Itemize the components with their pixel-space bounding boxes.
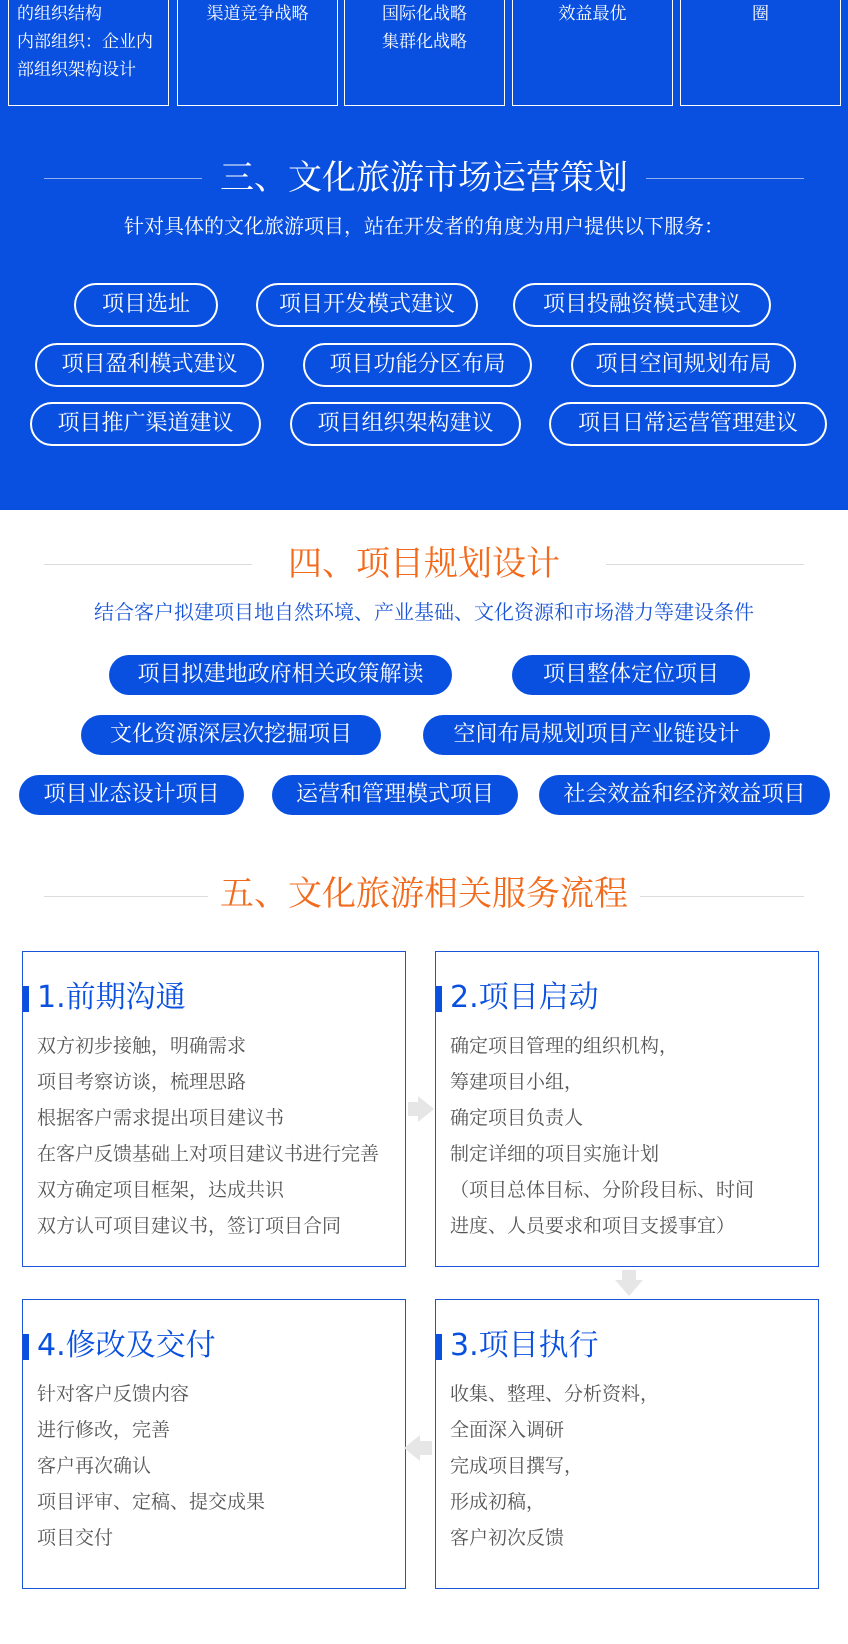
step-line: 客户再次确认: [37, 1455, 152, 1477]
step-marker: [436, 986, 442, 1012]
step-line: 在客户反馈基础上对项目建议书进行完善: [37, 1143, 380, 1165]
section-5-title: 五、文化旅游相关服务流程: [220, 874, 628, 914]
step-line: 收集、整理、分析资料，: [450, 1383, 660, 1405]
service-pill: 项目功能分区布局: [303, 343, 532, 387]
strategy-card-4: [512, 0, 673, 106]
section-3-title: 三、文化旅游市场运营策划: [220, 158, 628, 198]
arrow-left-icon-stem: [420, 1441, 432, 1455]
step-content: [37, 1376, 401, 1556]
step-line: 项目考察访谈，梳理思路: [37, 1071, 247, 1093]
step-line: 筹建项目小组，: [450, 1071, 584, 1093]
step-line: 根据客户需求提出项目建议书: [37, 1107, 285, 1129]
section-3-subtitle: 针对具体的文化旅游项目，站在开发者的角度为用户提供以下服务：: [124, 214, 724, 238]
step-line: 双方确定项目框架，达成共识: [37, 1179, 285, 1201]
step-line: （项目总体目标、分阶段目标、时间: [450, 1179, 755, 1201]
service-pill: 项目开发模式建议: [256, 283, 478, 327]
step-line: 确定项目管理的组织机构，: [450, 1035, 679, 1057]
strategy-card-line: 集群化战略: [382, 32, 467, 52]
step-marker: [23, 986, 29, 1012]
arrow-down-icon-stem: [622, 1270, 636, 1280]
step-title: 2.项目启动: [450, 980, 599, 1015]
flow-step-3: [435, 1299, 819, 1589]
arrow-down-icon: [615, 1280, 643, 1296]
planning-pill: 空间布局规划项目产业链设计: [423, 715, 770, 755]
planning-pill: 项目拟建地政府相关政策解读: [109, 655, 452, 695]
arrow-right-icon: [418, 1096, 434, 1122]
planning-pill: 运营和管理模式项目: [272, 775, 518, 815]
strategy-card-line: 的组织结构: [17, 4, 102, 24]
strategy-card-5: [680, 0, 841, 106]
step-title: 1.前期沟通: [37, 980, 186, 1015]
service-pill: 项目推广渠道建议: [30, 402, 261, 446]
planning-pill: 项目整体定位项目: [512, 655, 750, 695]
strategy-card-line: 内部组织：企业内: [17, 32, 153, 52]
planning-pill: 社会效益和经济效益项目: [539, 775, 830, 815]
service-pill: 项目盈利模式建议: [35, 343, 264, 387]
service-pill: 项目日常运营管理建议: [549, 402, 827, 446]
strategy-card-line: 国际化战略: [382, 4, 467, 24]
step-content: [450, 1376, 814, 1556]
step-line: 形成初稿，: [450, 1491, 546, 1513]
flow-step-2: [435, 951, 819, 1267]
step-line: 双方认可项目建议书，签订项目合同: [37, 1215, 342, 1237]
section-3-header: [0, 150, 848, 210]
strategy-cards-row: [0, 0, 848, 106]
section-4-subtitle: 结合客户拟建项目地自然环境、产业基础、文化资源和市场潜力等建设条件: [94, 600, 754, 624]
step-line: 项目评审、定稿、提交成果: [37, 1491, 266, 1513]
strategy-card-line: 部组织架构设计: [17, 60, 136, 80]
strategy-card-2: [177, 0, 338, 106]
step-line: 全面深入调研: [450, 1419, 565, 1441]
step-line: 进行修改，完善: [37, 1419, 171, 1441]
flow-step-1: [22, 951, 406, 1267]
step-marker: [23, 1334, 29, 1360]
step-line: 双方初步接触，明确需求: [37, 1035, 247, 1057]
step-line: 完成项目撰写，: [450, 1455, 584, 1477]
step-line: 针对客户反馈内容: [37, 1383, 190, 1405]
step-line: 进度、人员要求和项目支援事宜）: [450, 1215, 736, 1237]
arrow-left-icon: [404, 1435, 420, 1461]
strategy-card-line: 渠道竞争战略: [206, 4, 309, 24]
service-pill: 项目投融资模式建议: [513, 283, 771, 327]
step-line: 确定项目负责人: [450, 1107, 584, 1129]
planning-pill: 项目业态设计项目: [19, 775, 244, 815]
step-title: 4.修改及交付: [37, 1328, 216, 1363]
step-line: 制定详细的项目实施计划: [450, 1143, 660, 1165]
step-line: 客户初次反馈: [450, 1527, 565, 1549]
strategy-card-line: 圈: [752, 4, 769, 24]
step-content: [450, 1028, 814, 1244]
flow-step-4: [22, 1299, 406, 1589]
service-pill: 项目空间规划布局: [571, 343, 796, 387]
market-operation-section: [0, 0, 848, 510]
step-marker: [436, 1334, 442, 1360]
service-pill: 项目组织架构建议: [290, 402, 521, 446]
planning-pill: 文化资源深层次挖掘项目: [81, 715, 381, 755]
strategy-card-line: 效益最优: [558, 4, 627, 24]
strategy-card-1: [8, 0, 169, 106]
step-line: 项目交付: [37, 1527, 114, 1549]
service-pill: 项目选址: [74, 283, 218, 327]
section-4-title: 四、项目规划设计: [288, 544, 560, 584]
step-content: [37, 1028, 401, 1244]
strategy-card-3: [344, 0, 505, 106]
step-title: 3.项目执行: [450, 1328, 599, 1363]
arrow-right-icon-stem: [408, 1102, 418, 1116]
